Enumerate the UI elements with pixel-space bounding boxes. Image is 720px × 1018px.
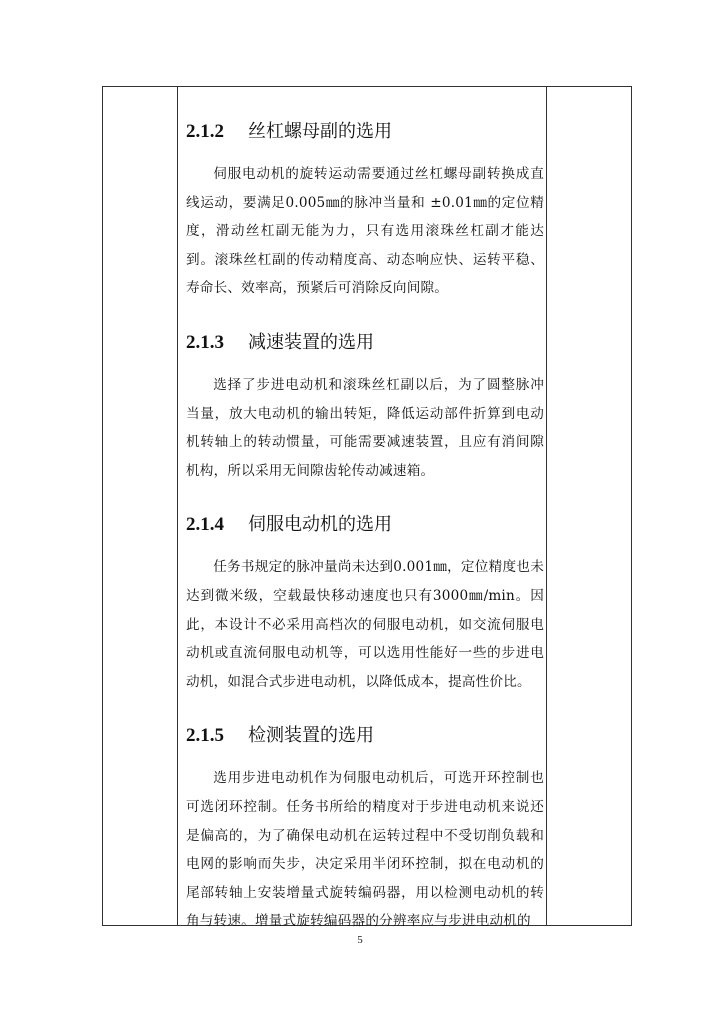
section-heading bbox=[186, 323, 544, 363]
main-content-column bbox=[186, 112, 544, 936]
section-number: 2.1.3 bbox=[186, 331, 224, 353]
section-number: 2.1.5 bbox=[186, 725, 224, 747]
section-paragraph: 任务书规定的脉冲量尚未达到0.001㎜，定位精度也未达到微米级，空载最快移动速度也只有3000㎜/min。因此，本设计不必采用高档次的伺服电动机，如交流伺服电动机或直流伺服电动机等，可以选用性能好一些的步进电动机，如混合式步进电动机，以降低成本，提高性价比。 bbox=[186, 559, 544, 690]
section-2-1-3 bbox=[186, 323, 544, 485]
page-number: 5 bbox=[357, 934, 363, 946]
section-title: 减速装置的选用 bbox=[248, 331, 374, 353]
section-heading bbox=[186, 505, 544, 545]
section-2-1-4 bbox=[186, 505, 544, 696]
section-2-1-2 bbox=[186, 112, 544, 303]
section-title: 丝杠螺母副的选用 bbox=[248, 121, 392, 142]
section-heading bbox=[186, 716, 544, 756]
section-title: 检测装置的选用 bbox=[248, 725, 374, 747]
section-number: 2.1.2 bbox=[186, 121, 224, 142]
left-column-divider bbox=[177, 86, 178, 926]
section-title: 伺服电动机的选用 bbox=[248, 514, 392, 536]
section-heading bbox=[186, 112, 544, 152]
right-column-divider bbox=[546, 86, 547, 926]
section-number: 2.1.4 bbox=[186, 514, 224, 536]
section-2-1-5 bbox=[186, 716, 544, 936]
section-paragraph: 选择了步进电动机和滚珠丝杠副以后，为了圆整脉冲当量，放大电动机的输出转矩，降低运动部件折算到电动机转轴上的转动惯量，可能需要减速装置，且应有消间隙机构，所以采用无间隙齿轮传动减速箱。 bbox=[186, 376, 544, 479]
section-paragraph: 伺服电动机的旋转运动需要通过丝杠螺母副转换成直线运动，要满足0.005㎜的脉冲当量和 ±0.01㎜的定位精度，滑动丝杠副无能为力，只有选用滚珠丝杠副才能达到。滚珠丝杠副的传动精度高、动态响应快、运转平稳、寿命长、效率高，预紧后可消除反向间隙。 bbox=[186, 166, 544, 297]
section-paragraph: 选用步进电动机作为伺服电动机后，可选开环控制也可选闭环控制。任务书所给的精度对于步进电动机来说还是偏高的，为了确保电动机在运转过程中不受切削负载和电网的影响而失步，决定采用半闭环控制，拟在电动机的尾部转轴上安装增量式旋转编码器，用以检测电动机的转角与转速。增量式旋转编码器的分辨率应与步进电动机的 bbox=[186, 770, 544, 930]
